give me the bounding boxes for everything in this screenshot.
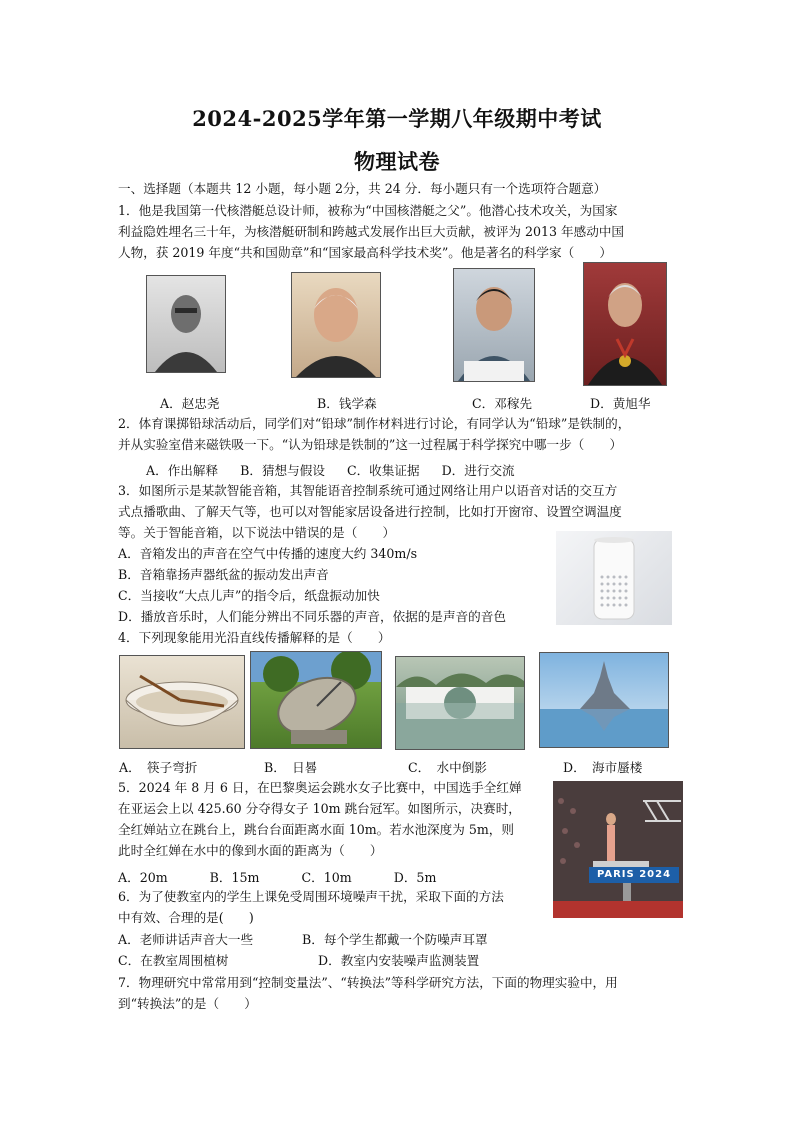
q3-line-2: 式点播歌曲、了解天气等，也可以对智能家居设备进行控制，比如打开窗帘、设置空调温度	[118, 504, 622, 519]
q5-option-d: D．5m	[393, 870, 437, 885]
q4-option-d: D． 海市蜃楼	[563, 760, 643, 775]
diving-platform-icon	[553, 781, 683, 918]
exam-subtitle: 物理试卷	[354, 149, 440, 174]
q4-photo-b	[250, 651, 382, 749]
section-heading: 一、选择题（本题共 12 小题，每小题 2分，共 24 分．每小题只有一个选项符合题意）	[118, 181, 607, 196]
q2-option-a: A．作出解释	[146, 463, 219, 478]
paris-2024-banner: PARIS 2024	[589, 867, 679, 883]
q6-option-c: C．在教室周围植树	[118, 953, 229, 968]
q7-line-1: 7．物理研究中常常用到“控制变量法”、“转换法”等科学研究方法，下面的物理实验中，用	[118, 975, 618, 990]
q1-option-b: B．钱学森	[317, 396, 377, 411]
q4-line-1: 4．下列现象能用光沿直线传播解释的是（ ）	[118, 630, 391, 645]
q3-option-b: B．音箱靠扬声器纸盆的振动发出声音	[118, 567, 329, 582]
q2-option-c: C．收集证据	[346, 463, 420, 478]
q1-line-1: 1．他是我国第一代核潜艇总设计师，被称为“中国核潜艇之父”。他潜心技术攻关，为国家	[118, 203, 618, 218]
q1-option-c: C．邓稼先	[472, 396, 533, 411]
portrait-photo-icon	[147, 276, 225, 372]
smart-speaker-icon	[556, 531, 672, 625]
q1-option-d: D．黄旭华	[590, 396, 651, 411]
q5-option-b: B．15m	[209, 870, 260, 885]
q5-options	[118, 867, 454, 886]
q2-line-1: 2．体育课掷铅球活动后，同学们对“铅球”制作材料进行讨论，有同学认为“铅球”是铁制的，	[118, 416, 631, 431]
bridge-reflection-icon	[396, 657, 524, 749]
q4-photo-a	[119, 655, 245, 749]
q7-line-2: 到“转换法”的是（ ）	[118, 996, 257, 1011]
q4-option-a: A． 筷子弯折	[119, 760, 198, 775]
exam-title: 2024-2025学年第一学期八年级期中考试	[192, 106, 602, 131]
portrait-photo-icon	[292, 273, 380, 377]
q5-line-4: 此时全红婵在水中的像到水面的距离为（ ）	[118, 843, 383, 858]
q3-speaker-photo	[556, 531, 672, 625]
q5-diving-photo	[553, 781, 683, 918]
q2-option-b: B．猜想与假设	[240, 463, 325, 478]
q4-photo-d	[539, 652, 669, 748]
chopsticks-in-bowl-icon	[120, 656, 244, 748]
q3-option-a: A．音箱发出的声音在空气中传播的速度大约 340m/s	[118, 546, 418, 561]
q6-line-1: 6．为了使教室内的学生上课免受周围环境噪声干扰，采取下面的方法	[118, 889, 504, 904]
sundial-icon	[251, 652, 381, 748]
q1-line-3: 人物，获 2019 年度“共和国勋章”和“国家最高科学技术奖”。他是著名的科学家（ ）	[118, 245, 612, 260]
q6-option-b: B．每个学生都戴一个防噪声耳罩	[302, 932, 488, 947]
q1-option-a: A．赵忠尧	[160, 396, 220, 411]
q5-line-1: 5．2024 年 8 月 6 日，在巴黎奥运会跳水女子比赛中，中国选手全红婵	[118, 780, 522, 795]
portrait-photo-icon	[584, 263, 666, 385]
q3-option-d: D．播放音乐时，人们能分辨出不同乐器的声音，依据的是声音的音色	[118, 609, 506, 624]
q1-photo-c	[453, 268, 535, 382]
q3-option-c: C．当接收“大点儿声”的指令后，纸盘振动加快	[118, 588, 380, 603]
q2-line-2: 并从实验室借来磁铁吸一下。“认为铅球是铁制的”这一过程属于科学探究中哪一步（ ）	[118, 437, 623, 452]
q6-option-d: D．教室内安装噪声监测装置	[318, 953, 480, 968]
q3-line-3: 等。关于智能音箱，以下说法中错误的是（ ）	[118, 525, 396, 540]
q2-options	[146, 460, 533, 479]
q1-photo-a	[146, 275, 226, 373]
q4-option-c: C． 水中倒影	[408, 760, 487, 775]
q6-line-2: 中有效、合理的是( )	[118, 910, 254, 925]
q5-line-2: 在亚运会上以 425.60 分夺得女子 10m 跳台冠军。如图所示，决赛时，	[118, 801, 521, 816]
q3-line-1: 3．如图所示是某款智能音箱，其智能语音控制系统可通过网络让用户以语音对话的交互方	[118, 483, 618, 498]
portrait-photo-icon	[454, 269, 534, 381]
q5-line-3: 全红婵站立在跳台上，跳台台面距离水面 10m。若水池深度为 5m，则	[118, 822, 514, 837]
mirage-icon	[540, 653, 668, 747]
q4-option-b: B． 日晷	[264, 760, 318, 775]
q1-line-2: 利益隐姓埋名三十年，为核潜艇研制和跨越式发展作出巨大贡献，被评为 2013 年感动中国	[118, 224, 625, 239]
q4-photo-c	[395, 656, 525, 750]
q5-option-a: A．20m	[118, 870, 168, 885]
q2-option-d: D．进行交流	[441, 463, 515, 478]
q1-photo-b	[291, 272, 381, 378]
q6-option-a: A．老师讲话声音大一些	[118, 932, 254, 947]
q1-photo-d	[583, 262, 667, 386]
q5-option-c: C．10m	[301, 870, 352, 885]
